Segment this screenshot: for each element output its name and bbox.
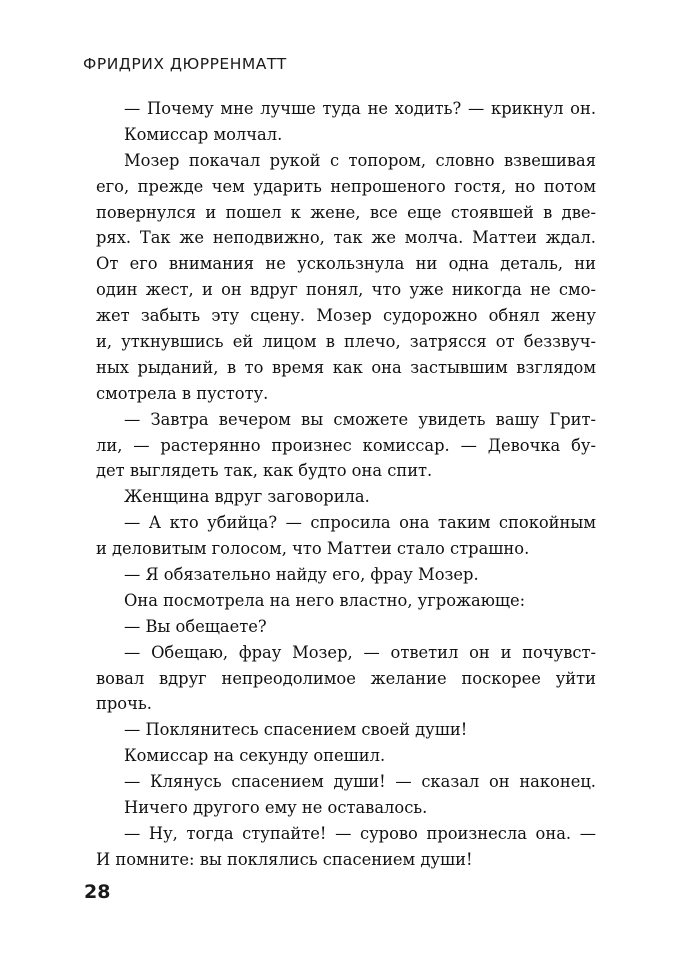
text-line: Комиссар молчал. bbox=[124, 124, 283, 144]
text-line: Она посмотрела на него властно, угрожающе: bbox=[124, 590, 526, 610]
text-line: ли, — растерянно произнес комиссар. — Девочка бу- bbox=[96, 435, 596, 455]
text-line: Мозер покачал рукой с топором, словно взвешивая bbox=[124, 150, 596, 170]
text-line: — Почему мне лучше туда не ходить? — крикнул он. bbox=[124, 99, 596, 118]
text-line: — Я обязательно найду его, фрау Мозер. bbox=[124, 565, 479, 585]
text-line: — Клянусь спасением души! — сказал он наконец. bbox=[124, 772, 596, 792]
text-line: и деловитым голосом, что Маттеи стало страшно. bbox=[96, 539, 530, 559]
text-line: и, уткнувшись ей лицом в плечо, затрясся от беззвуч- bbox=[96, 332, 596, 352]
text-line: рях. Так же неподвижно, так же молча. Маттеи ждал. bbox=[96, 228, 596, 248]
text-line: Женщина вдруг заговорила. bbox=[124, 487, 370, 507]
text-line: Комиссар на секунду опешил. bbox=[124, 746, 386, 766]
text-line: дет выглядеть так, как будто она спит. bbox=[96, 461, 433, 481]
page-body bbox=[96, 96, 596, 873]
running-header: ФРИДРИХ ДЮРРЕНМАТТ bbox=[83, 55, 287, 73]
text-line: — Обещаю, фрау Мозер, — ответил он и почувст- bbox=[124, 642, 596, 662]
text-line: жет забыть эту сцену. Мозер судорожно обнял жену bbox=[96, 306, 596, 326]
text-line: смотрела в пустоту. bbox=[96, 383, 269, 403]
text-line: — Поклянитесь спасением своей души! bbox=[124, 720, 468, 740]
text-line: повернулся и пошел к жене, все еще стоявшей в две- bbox=[96, 202, 596, 222]
page-number: 28 bbox=[84, 881, 111, 903]
text-line: И помните: вы поклялись спасением души! bbox=[96, 849, 473, 869]
text-line: его, прежде чем ударить непрошеного гостя, но потом bbox=[96, 176, 596, 196]
text-line: один жест, и он вдруг понял, что уже никогда не смо- bbox=[96, 280, 596, 300]
text-line: ных рыданий, в то время как она застывшим взглядом bbox=[96, 357, 596, 377]
text-line: — Ну, тогда ступайте! — сурово произнесла она. — bbox=[124, 823, 596, 843]
text-line: — Вы обещаете? bbox=[124, 616, 267, 636]
text-line: Ничего другого ему не оставалось. bbox=[124, 798, 428, 818]
text-line: — Завтра вечером вы сможете увидеть вашу Грит- bbox=[124, 409, 596, 429]
text-line: От его внимания не ускользнула ни одна деталь, ни bbox=[96, 254, 596, 274]
text-line: вовал вдруг непреодолимое желание поскорее уйти bbox=[96, 668, 596, 688]
text-line: — А кто убийца? — спросила она таким спокойным bbox=[124, 513, 596, 533]
text-line: прочь. bbox=[96, 694, 152, 714]
